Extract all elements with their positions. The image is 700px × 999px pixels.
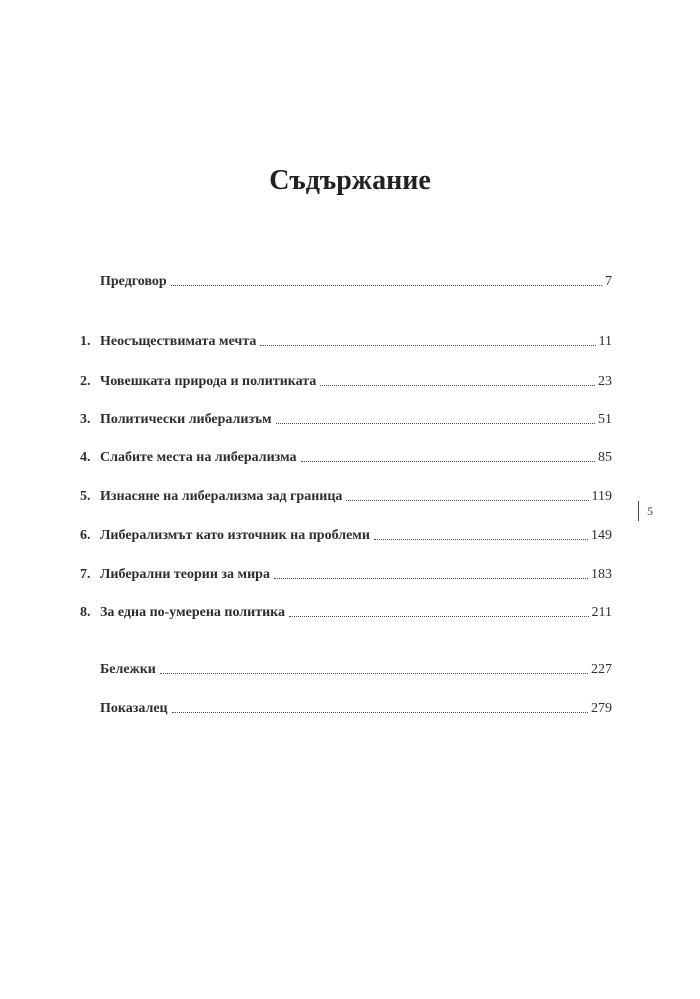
toc-entry-title: Политически либерализъм: [100, 412, 272, 427]
dot-leader: [301, 461, 595, 462]
dot-leader: [160, 673, 588, 674]
toc-entry-chapter-2[interactable]: [80, 370, 612, 390]
toc-entry-chapter-4[interactable]: [80, 446, 612, 466]
toc-entry-number: 7.: [80, 567, 91, 582]
toc-entry-page: 23: [598, 374, 612, 389]
dot-leader: [289, 616, 588, 617]
toc-entry-title: Човешката природа и политиката: [100, 374, 317, 389]
toc-entry-number: 1.: [80, 334, 91, 349]
page-number: [638, 501, 653, 521]
toc-entry-notes[interactable]: [80, 658, 612, 678]
dot-leader: [346, 500, 588, 501]
toc-entry-chapter-3[interactable]: [80, 408, 612, 428]
toc-entry-chapter-7[interactable]: [80, 563, 612, 583]
toc-entry-title: Показалец: [100, 701, 168, 716]
toc-entry-title: За една по-умерена политика: [100, 605, 286, 620]
toc-entry-number: 8.: [80, 605, 91, 620]
toc-entry-index[interactable]: [80, 697, 612, 717]
toc-entry-page: 11: [598, 334, 612, 349]
toc-entry-page: 85: [598, 450, 612, 465]
toc-entry-page: 279: [591, 701, 612, 716]
toc-entry-page: 119: [591, 489, 612, 504]
toc-entry-number: 2.: [80, 374, 91, 389]
toc-entry-title: Неосъществимата мечта: [100, 334, 257, 349]
toc-entry-page: 7: [605, 274, 612, 289]
dot-leader: [260, 345, 595, 346]
dot-leader: [274, 578, 588, 579]
toc-entry-page: 51: [598, 412, 612, 427]
toc-entry-page: 227: [591, 662, 612, 677]
dot-leader: [374, 539, 588, 540]
toc-entry-chapter-6[interactable]: [80, 524, 612, 544]
dot-leader: [320, 385, 595, 386]
toc-entry-page: 149: [591, 528, 612, 543]
toc-entry-number: 3.: [80, 412, 91, 427]
toc-entry-page: 211: [591, 605, 612, 620]
dot-leader: [172, 712, 588, 713]
page-number-text: 5: [647, 503, 653, 518]
toc-entry-chapter-5[interactable]: [80, 485, 612, 505]
folio-rule: [638, 501, 639, 521]
toc-entry-number: 4.: [80, 450, 91, 465]
toc-entry-title: Изнасяне на либерализма зад граница: [100, 489, 343, 504]
toc-entry-number: 6.: [80, 528, 91, 543]
toc-entry-chapter-8[interactable]: [80, 601, 612, 621]
toc-entry-title: Бележки: [100, 662, 156, 677]
toc-entry-number: 5.: [80, 489, 91, 504]
toc-entry-title: Слабите места на либерализма: [100, 450, 297, 465]
dot-leader: [276, 423, 595, 424]
dot-leader: [171, 285, 602, 286]
toc-entry-title: Предговор: [100, 274, 167, 289]
toc-entry-chapter-1[interactable]: [80, 330, 612, 350]
toc-entry-title: Либерални теории за мира: [100, 567, 270, 582]
toc-entry-page: 183: [591, 567, 612, 582]
page-title: Съдържание: [269, 165, 431, 196]
toc-entry-preface[interactable]: [80, 270, 612, 290]
toc-entry-title: Либерализмът като източник на проблеми: [100, 528, 370, 543]
